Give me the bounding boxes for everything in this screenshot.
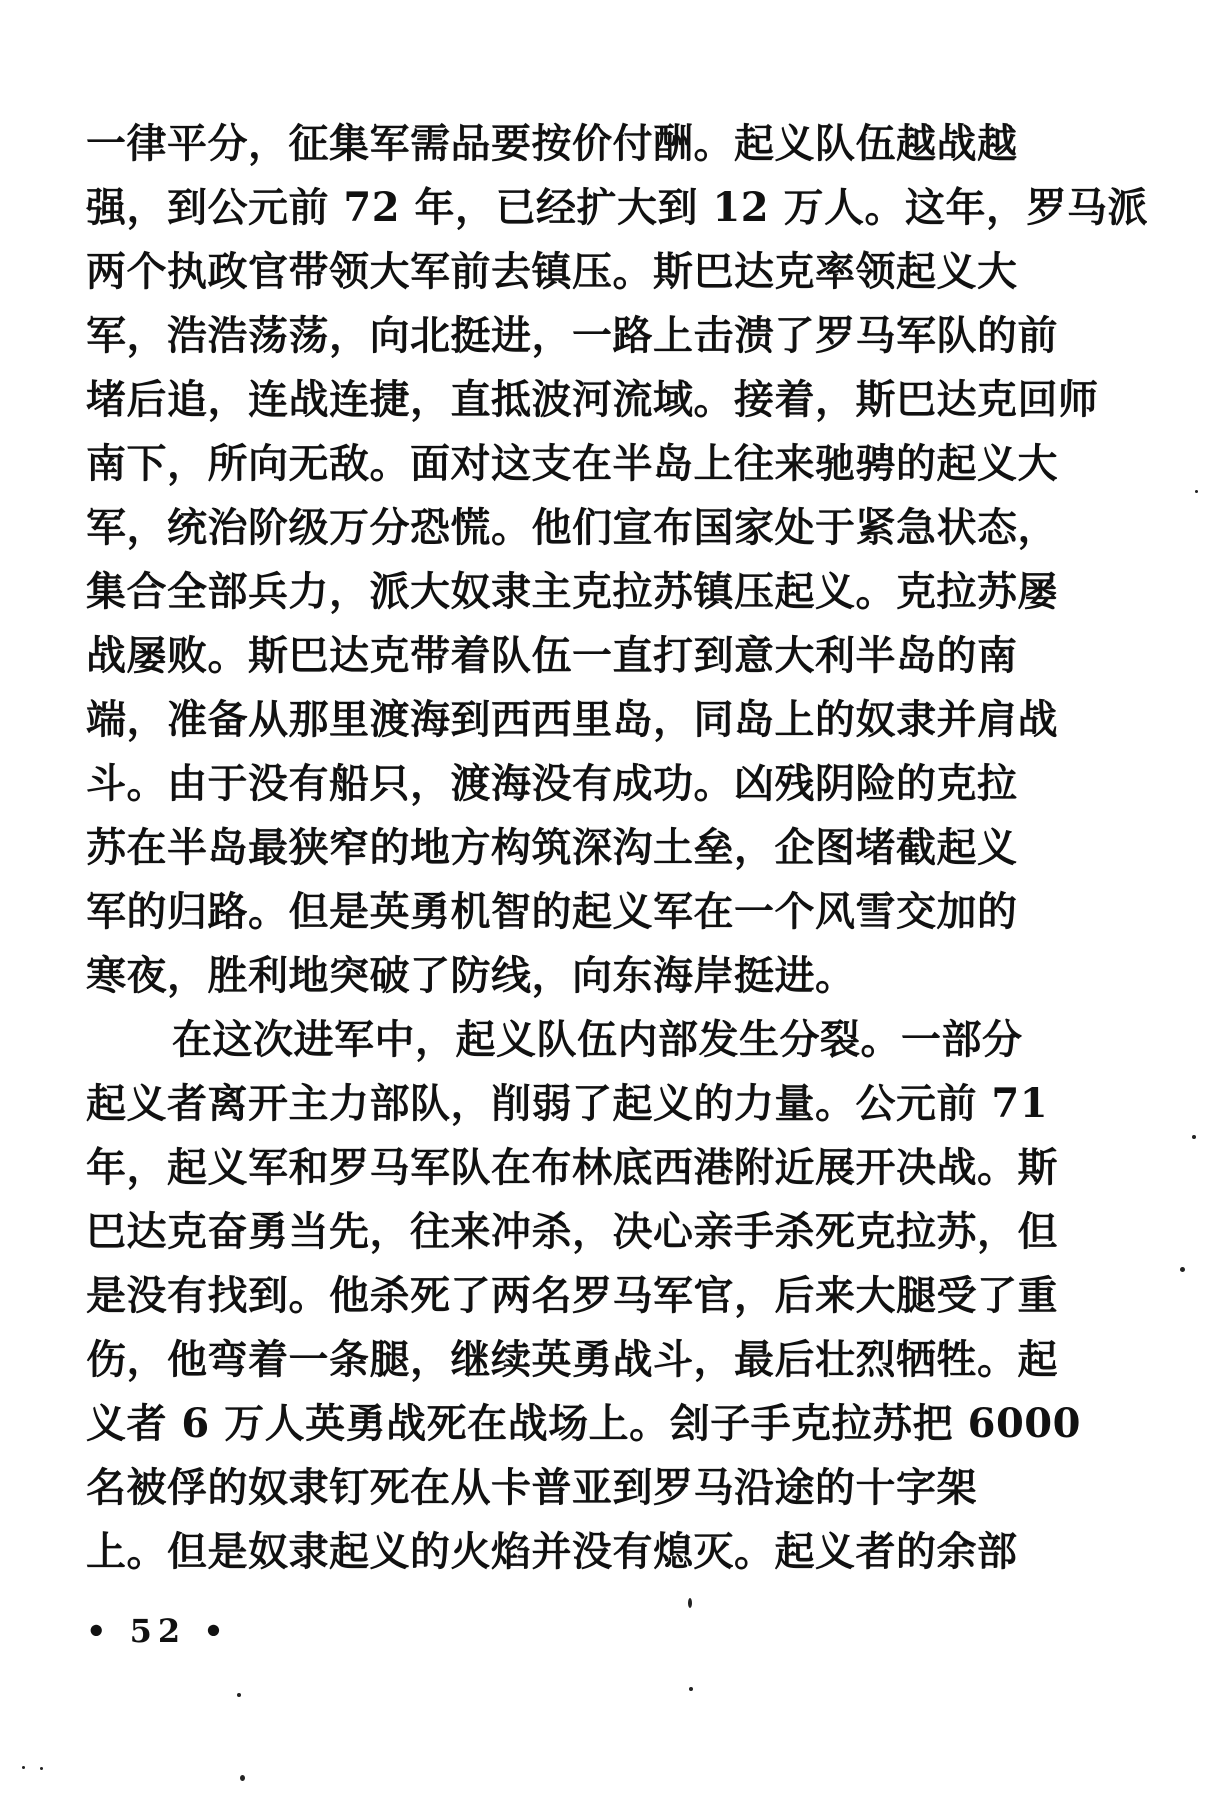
text-line: 苏在半岛最狭窄的地方构筑深沟土垒，企图堵截起义 bbox=[86, 824, 1018, 871]
page-number: • 52 • bbox=[86, 1612, 230, 1650]
text-line: 一律平分，征集军需品要按价付酬。起义队伍越战越 bbox=[86, 120, 1018, 167]
text-line: 年，起义军和罗马军队在布林底西港附近展开决战。斯 bbox=[86, 1144, 1058, 1191]
text-line: 强，到公元前 72 年，已经扩大到 12 万人。这年，罗马派 bbox=[86, 184, 1149, 231]
scan-speck bbox=[688, 1598, 692, 1608]
scan-speck bbox=[1195, 490, 1198, 493]
scan-speck bbox=[240, 1775, 245, 1781]
text-line: 军，统治阶级万分恐慌。他们宣布国家处于紧急状态， bbox=[86, 504, 1058, 551]
text-line: 军，浩浩荡荡，向北挺进，一路上击溃了罗马军队的前 bbox=[86, 312, 1058, 359]
text-line: 集合全部兵力，派大奴隶主克拉苏镇压起义。克拉苏屡 bbox=[86, 568, 1058, 615]
text-line: 军的归路。但是英勇机智的起义军在一个风雪交加的 bbox=[86, 888, 1018, 935]
scan-speck bbox=[1192, 1135, 1196, 1139]
paragraph-2 bbox=[86, 1008, 1081, 1584]
scan-speck bbox=[40, 1767, 43, 1770]
paragraph-1 bbox=[86, 112, 1149, 1008]
text-line: 起义者离开主力部队，削弱了起义的力量。公元前 71 bbox=[86, 1080, 1049, 1127]
text-line: 端，准备从那里渡海到西西里岛，同岛上的奴隶并肩战 bbox=[86, 696, 1058, 743]
text-line: 上。但是奴隶起义的火焰并没有熄灭。起义者的余部 bbox=[86, 1528, 1018, 1575]
scan-speck bbox=[22, 1766, 25, 1769]
text-line: 战屡败。斯巴达克带着队伍一直打到意大利半岛的南 bbox=[86, 632, 1018, 679]
text-line: 两个执政官带领大军前去镇压。斯巴达克率领起义大 bbox=[86, 248, 1018, 295]
scan-speck bbox=[689, 1687, 693, 1691]
text-line: 南下，所向无敌。面对这支在半岛上往来驰骋的起义大 bbox=[86, 440, 1058, 487]
text-line: 堵后追，连战连捷，直抵波河流域。接着，斯巴达克回师 bbox=[86, 376, 1099, 423]
scan-speck bbox=[237, 1693, 241, 1697]
scan-speck bbox=[1180, 1267, 1185, 1272]
text-line: 是没有找到。他杀死了两名罗马军官，后来大腿受了重 bbox=[86, 1272, 1058, 1319]
body-text bbox=[86, 112, 1149, 1584]
text-line: 寒夜，胜利地突破了防线，向东海岸挺进。 bbox=[86, 952, 856, 999]
text-line: 在这次进军中，起义队伍内部发生分裂。一部分 bbox=[172, 1016, 1023, 1063]
text-line: 义者 6 万人英勇战死在战场上。刽子手克拉苏把 6000 bbox=[86, 1400, 1081, 1447]
text-line: 伤，他弯着一条腿，继续英勇战斗，最后壮烈牺牲。起 bbox=[86, 1336, 1058, 1383]
text-line: 斗。由于没有船只，渡海没有成功。凶残阴险的克拉 bbox=[86, 760, 1018, 807]
text-line: 名被俘的奴隶钉死在从卡普亚到罗马沿途的十字架 bbox=[86, 1464, 977, 1511]
text-line: 巴达克奋勇当先，往来冲杀，决心亲手杀死克拉苏，但 bbox=[86, 1208, 1058, 1255]
